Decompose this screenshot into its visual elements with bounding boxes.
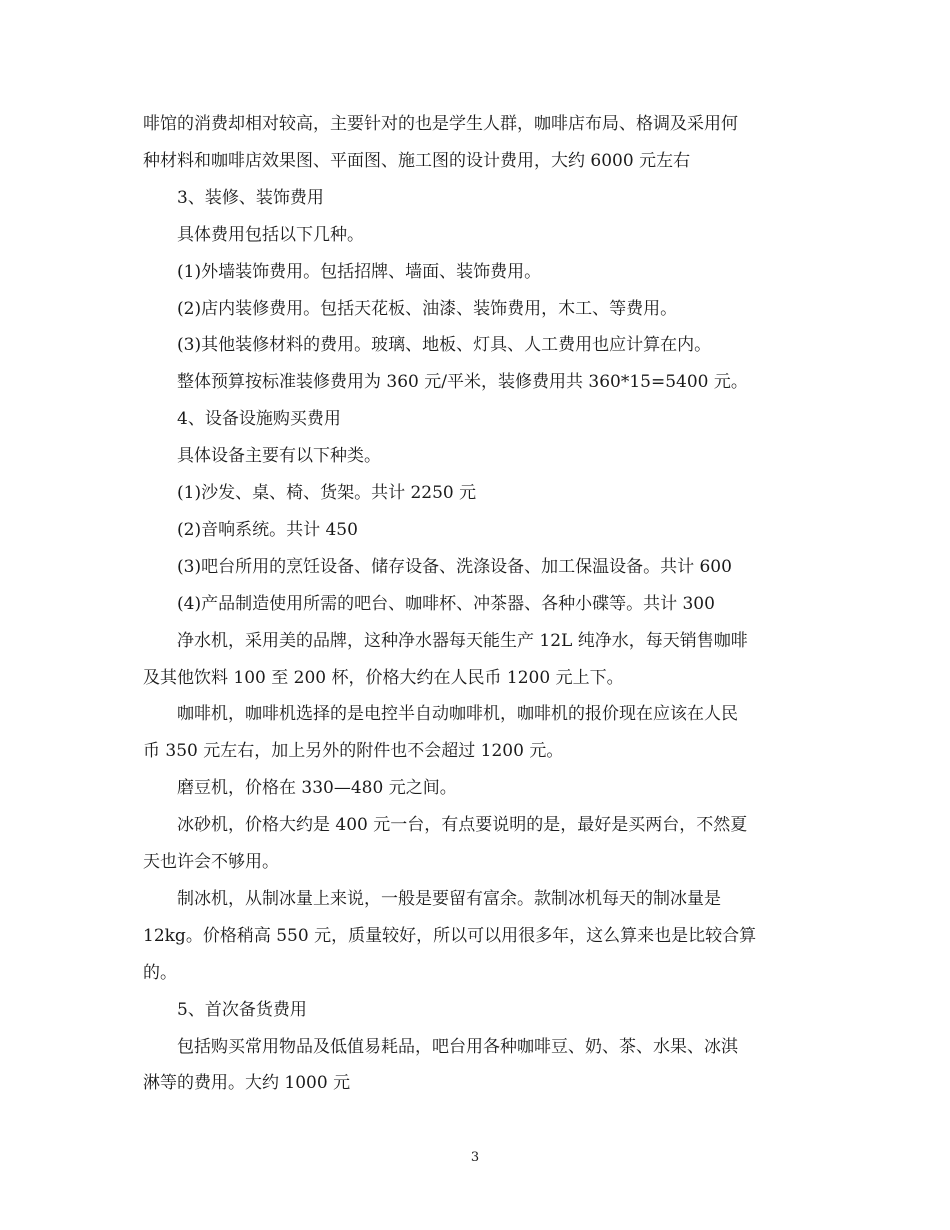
text-line: 具体费用包括以下几种。	[177, 224, 364, 245]
list-item: (2)音响系统。共计 450	[177, 519, 358, 540]
list-item: (3)其他装修材料的费用。玻璃、地板、灯具、人工费用也应计算在内。	[177, 335, 712, 356]
text-line: 啡馆的消费却相对较高，主要针对的也是学生人群，咖啡店布局、格调及采用何	[143, 114, 738, 134]
list-item: (1)外墙装饰费用。包括招牌、墙面、装饰费用。	[177, 261, 542, 282]
text-line: 净水机，采用美的品牌，这种净水器每天能生产 12L 纯净水，每天销售咖啡	[177, 630, 748, 651]
page-number: 3	[470, 1150, 480, 1165]
text-line: 冰砂机，价格大约是 400 元一台，有点要说明的是，最好是买两台，不然夏	[177, 815, 748, 836]
list-item: (3)吧台所用的烹饪设备、储存设备、洗涤设备、加工保温设备。共计 600	[177, 556, 732, 577]
section-heading: 4、设备设施购买费用	[177, 409, 341, 430]
text-line: 淋等的费用。大约 1000 元	[143, 1073, 351, 1094]
text-line: 天也许会不够用。	[143, 852, 279, 872]
list-item: (2)店内装修费用。包括天花板、油漆、装饰费用，木工、等费用。	[177, 298, 678, 319]
section-heading: 5、首次备货费用	[177, 999, 307, 1020]
list-item: (4)产品制造使用所需的吧台、咖啡杯、冲茶器、各种小碟等。共计 300	[177, 593, 715, 614]
text-line: 的。	[143, 962, 177, 983]
text-line: 币 350 元左右，加上另外的附件也不会超过 1200 元。	[143, 741, 564, 762]
text-line: 制冰机，从制冰量上来说，一般是要留有富余。款制冰机每天的制冰量是	[177, 888, 721, 909]
text-line: 包括购买常用物品及低值易耗品，吧台用各种咖啡豆、奶、茶、水果、冰淇	[177, 1036, 738, 1057]
list-item: (1)沙发、桌、椅、货架。共计 2250 元	[177, 483, 477, 503]
text-line: 磨豆机，价格在 330—480 元之间。	[177, 778, 457, 799]
text-line: 12kg。价格稍高 550 元，质量较好，所以可以用很多年，这么算来也是比较合算	[143, 925, 757, 946]
section-heading: 3、装修、装饰费用	[177, 187, 324, 208]
text-line: 整体预算按标准装修费用为 360 元/平米，装修费用共 360*15=5400 元。	[177, 372, 748, 393]
text-line: 及其他饮料 100 至 200 杯，价格大约在人民币 1200 元上下。	[143, 667, 624, 688]
text-line: 具体设备主要有以下种类。	[177, 446, 381, 467]
text-line: 咖啡机，咖啡机选择的是电控半自动咖啡机，咖啡机的报价现在应该在人民	[177, 704, 738, 725]
text-line: 种材料和咖啡店效果图、平面图、施工图的设计费用，大约 6000 元左右	[143, 150, 691, 171]
